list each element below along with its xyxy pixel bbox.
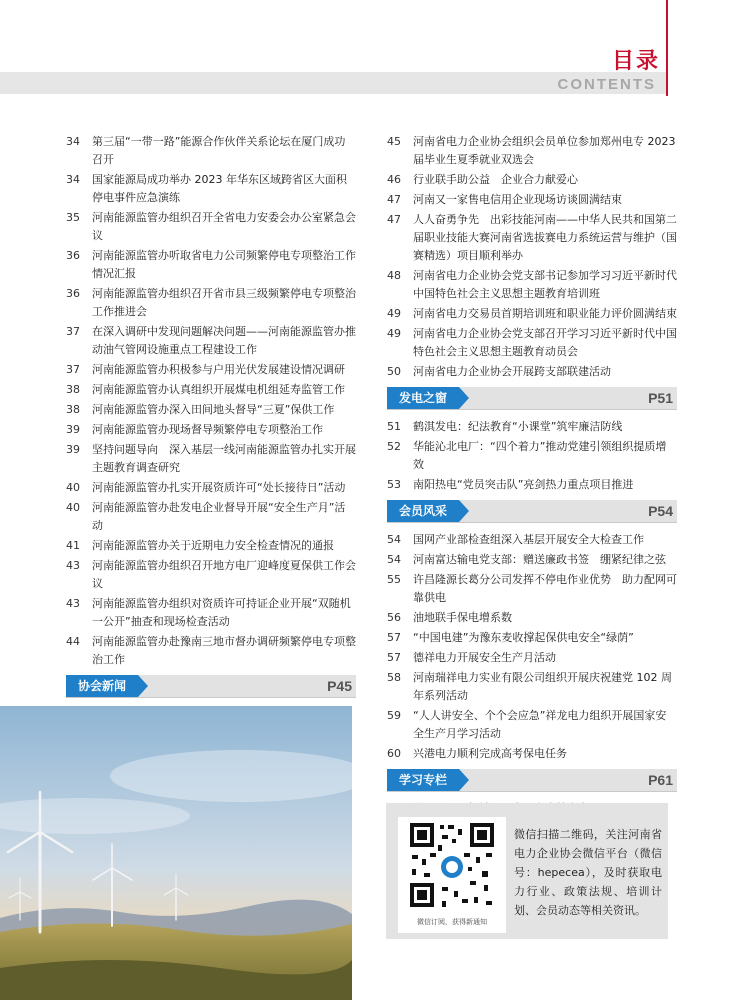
toc-entry[interactable] (66, 209, 356, 245)
section-bar-xuexi[interactable] (387, 769, 677, 792)
toc-entry[interactable] (66, 285, 356, 321)
toc-entry-title: 河南能源监管办积极参与户用光伏发展建设情况调研 (92, 363, 345, 376)
toc-entry[interactable] (66, 441, 356, 477)
toc-entry-page: 49 (387, 327, 401, 340)
toc-entry[interactable] (387, 669, 677, 705)
page-subtitle: CONTENTS (557, 76, 656, 93)
toc-entry-page: 58 (387, 671, 401, 684)
toc-entry[interactable] (66, 557, 356, 593)
toc-entry-page: 36 (66, 287, 80, 300)
toc-entry-page: 54 (387, 553, 401, 566)
toc-entry[interactable] (387, 133, 677, 169)
qr-caption: 微信订阅，获得新通知 (417, 918, 487, 926)
toc-entry-page: 47 (387, 213, 401, 226)
toc-entry-page: 48 (387, 269, 401, 282)
toc-entry-title: 河南能源监管办关于近期电力安全检查情况的通报 (92, 539, 334, 552)
toc-entry-title: 河南省电力企业协会党支部书记参加学习习近平新时代中国特色社会主义思想主题教育培训班 (413, 269, 677, 300)
toc-entry[interactable] (387, 171, 677, 189)
toc-entry-page: 37 (66, 363, 80, 376)
toc-entry-title: 河南能源监管办深入田间地头督导“三夏”保供工作 (92, 403, 335, 416)
toc-entry[interactable] (66, 499, 356, 535)
section-label: 协会新闻 (66, 675, 138, 697)
toc-entry[interactable] (387, 649, 677, 667)
toc-entry-title: 河南能源监管办组织召开地方电厂迎峰度夏保供工作会议 (92, 559, 356, 590)
toc-list-fadian (387, 418, 677, 494)
toc-entry[interactable] (66, 361, 356, 379)
toc-entry-page: 37 (66, 325, 80, 338)
section-label: 会员风采 (387, 500, 459, 522)
toc-entry-page: 53 (387, 478, 401, 491)
toc-entry-title: “人人讲安全、个个会应急”祥龙电力组织开展国家安全生产月学习活动 (413, 709, 667, 740)
header-rule (666, 0, 668, 96)
toc-list-right (387, 133, 677, 381)
section-page: P54 (648, 503, 673, 519)
toc-entry-page: 43 (66, 559, 80, 572)
toc-entry-page: 47 (387, 193, 401, 206)
toc-entry-page: 57 (387, 651, 401, 664)
toc-entry-page: 39 (66, 443, 80, 456)
toc-entry-title: 河南能源监管办组织对资质许可持证企业开展“双随机一公开”抽查和现场检查活动 (92, 597, 351, 628)
toc-entry-page: 38 (66, 403, 80, 416)
toc-entry-page: 45 (387, 135, 401, 148)
section-bar-fadian[interactable] (387, 387, 677, 410)
toc-entry-title: “中国电建”为豫东麦收撑起保供电安全“绿荫” (413, 631, 634, 644)
toc-entry-page: 36 (66, 249, 80, 262)
toc-entry-page: 40 (66, 481, 80, 494)
toc-left-column (66, 133, 356, 726)
toc-entry[interactable] (387, 363, 677, 381)
toc-entry[interactable] (66, 401, 356, 419)
toc-entry[interactable] (66, 381, 356, 399)
toc-entry[interactable] (387, 745, 677, 763)
qr-description: 微信扫描二维码，关注河南省电力企业协会微信平台（微信号：hepecea），及时获取电力行业、政策法规、培训计划、会员动态等相关资讯。 (514, 828, 662, 917)
qr-code-panel[interactable] (398, 817, 506, 933)
toc-entry[interactable] (387, 551, 677, 569)
toc-entry-title: 河南瑞祥电力实业有限公司组织开展庆祝建党 102 周年系列活动 (413, 671, 672, 702)
toc-entry-title: 国家能源局成功举办 2023 年华东区域跨省区大面积停电事件应急演练 (92, 173, 347, 204)
toc-entry-title: 河南富达输电党支部：赠送廉政书签 绷紧纪律之弦 (413, 553, 666, 566)
toc-entry-page: 43 (66, 597, 80, 610)
toc-entry-page: 54 (387, 533, 401, 546)
toc-entry-title: 鹤淇发电：纪法教育“小课堂”筑牢廉洁防线 (413, 420, 623, 433)
toc-entry[interactable] (66, 633, 356, 669)
toc-right-column (387, 133, 677, 820)
toc-entry-title: 国网产业部检查组深入基层开展安全大检查工作 (413, 533, 644, 546)
toc-entry-title: 华能沁北电厂：“四个着力”推动党建引领组织提质增效 (413, 440, 667, 471)
toc-entry-title: 第三届“一带一路”能源合作伙伴关系论坛在厦门成功召开 (92, 135, 346, 166)
toc-entry-page: 38 (66, 383, 80, 396)
toc-entry[interactable] (66, 133, 356, 169)
toc-entry[interactable] (66, 595, 356, 631)
toc-entry-page: 59 (387, 709, 401, 722)
toc-entry-title: 河南能源监管办听取省电力公司频繁停电专项整治工作情况汇报 (92, 249, 356, 280)
qr-code-icon[interactable] (398, 817, 506, 917)
toc-entry-page: 57 (387, 631, 401, 644)
toc-entry[interactable] (387, 438, 677, 474)
section-page: P45 (327, 678, 352, 694)
section-page: P51 (648, 390, 673, 406)
toc-entry[interactable] (66, 171, 356, 207)
toc-entry[interactable] (387, 531, 677, 549)
section-page: P61 (648, 772, 673, 788)
toc-entry[interactable] (66, 537, 356, 555)
toc-entry[interactable] (387, 609, 677, 627)
toc-entry-title: 河南能源监管办赴发电企业督导开展“安全生产月”活动 (92, 501, 346, 532)
toc-entry[interactable] (387, 476, 677, 494)
toc-entry[interactable] (387, 707, 677, 743)
toc-entry-title: 河南省电力交易员首期培训班和职业能力评价圆满结束 (413, 307, 677, 320)
qr-promo-box (386, 803, 668, 939)
toc-entry-page: 56 (387, 611, 401, 624)
toc-entry-title: 河南能源监管办扎实开展资质许可“处长接待日”活动 (92, 481, 346, 494)
section-label: 学习专栏 (387, 769, 459, 791)
toc-entry-title: 河南省电力企业协会组织会员单位参加郑州电专 2023 届毕业生夏季就业双选会 (413, 135, 676, 166)
toc-entry[interactable] (387, 418, 677, 436)
toc-entry[interactable] (387, 211, 677, 265)
toc-entry-title: 兴港电力顺利完成高考保电任务 (413, 747, 567, 760)
toc-entry-page: 34 (66, 135, 80, 148)
toc-entry-page: 50 (387, 365, 401, 378)
toc-list-left (66, 133, 356, 669)
toc-entry-title: 油地联手保电增系数 (413, 611, 512, 624)
toc-entry-title: 河南省电力企业协会开展跨支部联建活动 (413, 365, 611, 378)
section-bar-huiyuan[interactable] (387, 500, 677, 523)
toc-entry[interactable] (387, 191, 677, 209)
section-bar-xiehui[interactable] (66, 675, 356, 698)
toc-entry-page: 60 (387, 747, 401, 760)
toc-entry-page: 44 (66, 635, 80, 648)
wind-turbine-illustration (0, 706, 352, 1000)
toc-entry[interactable] (387, 325, 677, 361)
toc-entry-title: 坚持问题导向 深入基层一线河南能源监管办扎实开展主题教育调查研究 (92, 443, 356, 474)
toc-entry[interactable] (66, 323, 356, 359)
toc-entry-title: 河南能源监管办组织召开省市县三级频繁停电专项整治工作推进会 (92, 287, 356, 318)
toc-entry-title: 河南能源监管办组织召开全省电力安委会办公室紧急会议 (92, 211, 356, 242)
toc-entry[interactable] (66, 421, 356, 439)
toc-entry-page: 34 (66, 173, 80, 186)
toc-entry-title: 河南能源监管办现场督导频繁停电专项整治工作 (92, 423, 323, 436)
toc-entry-page: 41 (66, 539, 80, 552)
toc-entry-page: 51 (387, 420, 401, 433)
toc-entry-title: 许昌隆源长葛分公司发挥不停电作业优势 助力配网可靠供电 (413, 573, 677, 604)
toc-entry-page: 39 (66, 423, 80, 436)
section-label: 发电之窗 (387, 387, 459, 409)
toc-entry-title: 河南省电力企业协会党支部召开学习习近平新时代中国特色社会主义思想主题教育动员会 (413, 327, 677, 358)
toc-entry[interactable] (387, 305, 677, 323)
toc-entry-title: 人人奋勇争先 出彩技能河南——中华人民共和国第二届职业技能大赛河南省选拔赛电力系统运营与维护（国赛精选）项目顺利举办 (413, 213, 677, 262)
toc-entry-page: 40 (66, 501, 80, 514)
toc-entry-title: 德祥电力开展安全生产月活动 (413, 651, 556, 664)
toc-entry-page: 49 (387, 307, 401, 320)
toc-list-huiyuan (387, 531, 677, 763)
toc-entry[interactable] (387, 629, 677, 647)
toc-entry-page: 52 (387, 440, 401, 453)
toc-entry-title: 河南能源监管办赴豫南三地市督办调研频繁停电专项整治工作 (92, 635, 356, 666)
toc-entry-page: 46 (387, 173, 401, 186)
toc-entry[interactable] (387, 571, 677, 607)
toc-entry-title: 南阳热电“党员突击队”亮剑热力重点项目推进 (413, 478, 634, 491)
page-title: 目录 (611, 49, 660, 74)
toc-entry-title: 在深入调研中发现问题解决问题——河南能源监管办推动油气管网设施重点工程建设工作 (92, 325, 356, 356)
toc-entry-title: 河南能源监管办认真组织开展煤电机组延寿监管工作 (92, 383, 345, 396)
toc-entry-title: 行业联手助公益 企业合力献爱心 (413, 173, 578, 186)
toc-entry-title: 河南又一家售电信用企业现场访谈圆满结束 (413, 193, 622, 206)
toc-entry[interactable] (387, 267, 677, 303)
toc-entry[interactable] (66, 479, 356, 497)
toc-entry-page: 35 (66, 211, 80, 224)
toc-entry[interactable] (66, 247, 356, 283)
toc-entry-page: 55 (387, 573, 401, 586)
